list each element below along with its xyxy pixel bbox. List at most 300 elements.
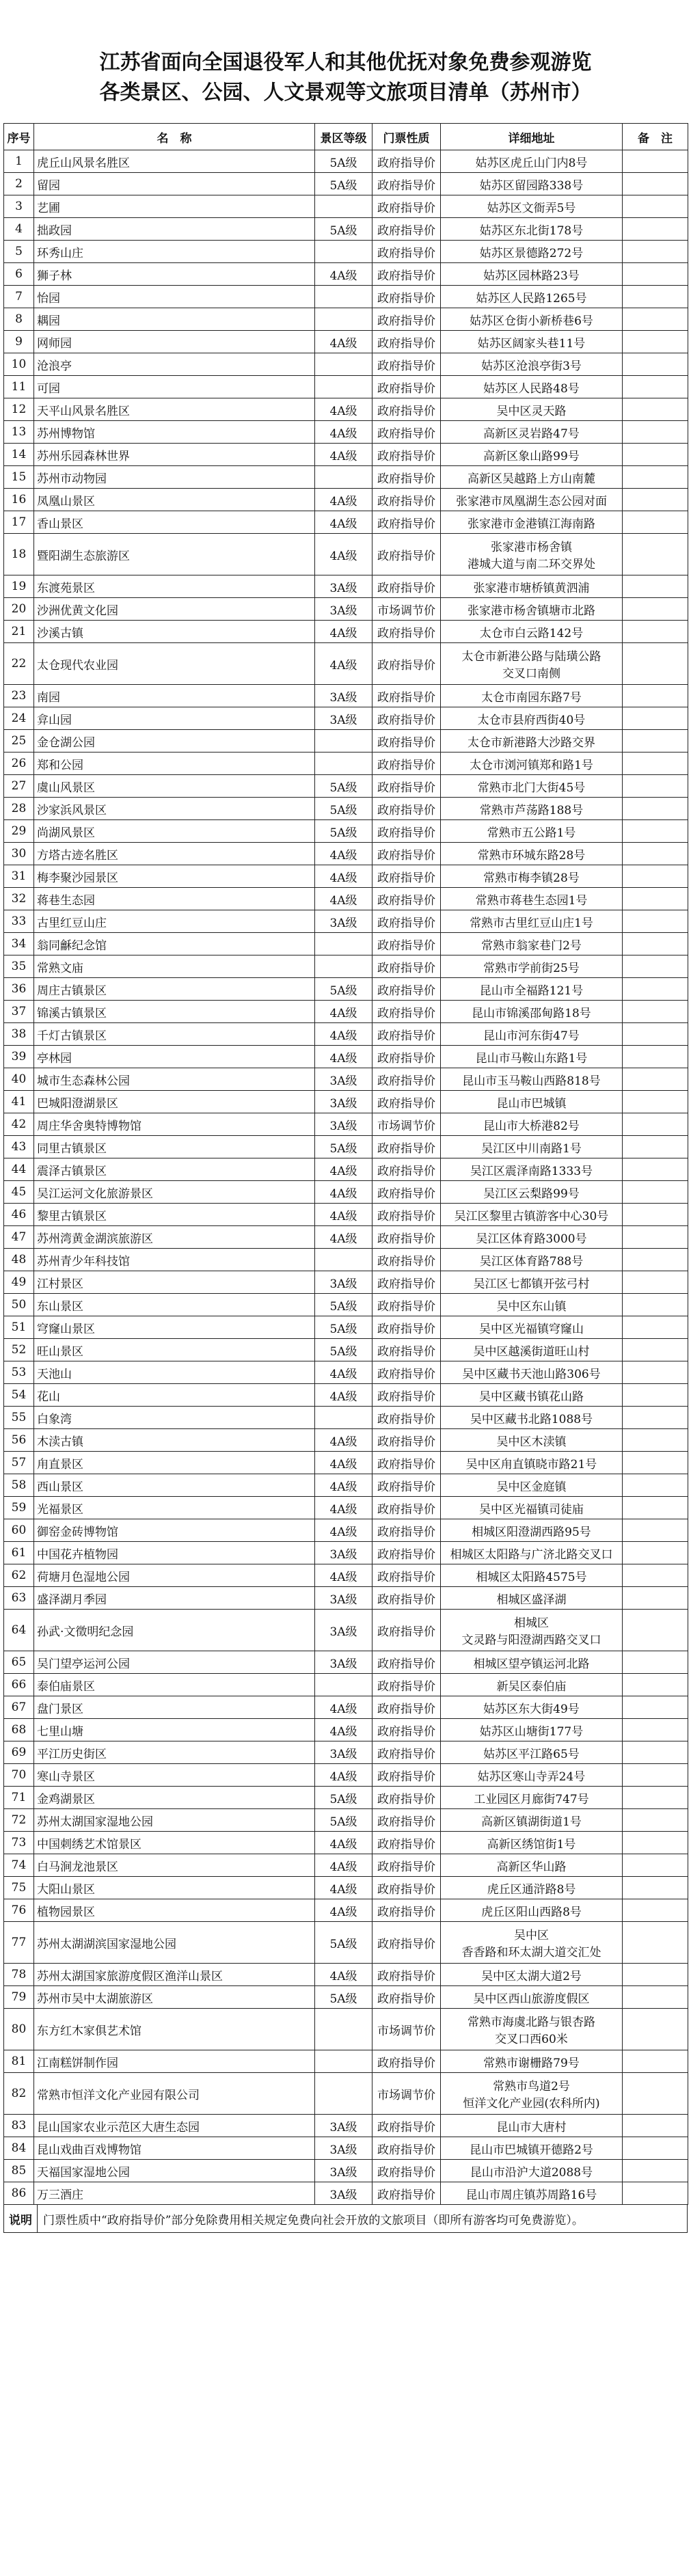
row-ticket: 政府指导价 <box>372 1564 441 1587</box>
row-remark <box>623 1294 688 1316</box>
table-row <box>4 308 688 331</box>
row-address: 姑苏区平江路65号 <box>441 1741 623 1764</box>
row-address: 太仓市浏河镇郑和路1号 <box>441 753 623 775</box>
row-index: 77 <box>4 1922 34 1964</box>
row-remark <box>623 1429 688 1452</box>
row-index: 21 <box>4 621 34 643</box>
row-ticket: 政府指导价 <box>372 1964 441 1986</box>
table-row <box>4 2115 688 2137</box>
row-name: 泰伯庙景区 <box>34 1674 315 1696</box>
row-address: 吴中区灵天路 <box>441 398 623 421</box>
row-level: 4A级 <box>315 1877 372 1899</box>
row-remark <box>623 2182 688 2205</box>
row-address: 吴中区金庭镇 <box>441 1474 623 1497</box>
row-name: 江南糕饼制作园 <box>34 2050 315 2073</box>
row-index: 59 <box>4 1497 34 1519</box>
row-index: 41 <box>4 1091 34 1113</box>
row-remark <box>623 308 688 331</box>
row-index: 54 <box>4 1384 34 1407</box>
row-address: 吴中区藏书镇花山路 <box>441 1384 623 1407</box>
row-name: 沙溪古镇 <box>34 621 315 643</box>
row-remark <box>623 1832 688 1854</box>
row-address: 张家港市塘桥镇黄泗浦 <box>441 575 623 598</box>
row-level: 4A级 <box>315 1361 372 1384</box>
row-name: 西山景区 <box>34 1474 315 1497</box>
title-line-1: 江苏省面向全国退役军人和其他优抚对象免费参观游览 <box>99 51 592 74</box>
row-address: 姑苏区文衙弄5号 <box>441 195 623 218</box>
table-row <box>4 173 688 195</box>
row-ticket: 政府指导价 <box>372 1651 441 1674</box>
row-name: 苏州太湖国家湿地公园 <box>34 1809 315 1832</box>
row-remark <box>623 1023 688 1046</box>
row-address: 常熟市芦荡路188号 <box>441 798 623 820</box>
row-index: 86 <box>4 2182 34 2205</box>
table-row <box>4 1832 688 1854</box>
row-ticket: 政府指导价 <box>372 1809 441 1832</box>
row-name: 千灯古镇景区 <box>34 1023 315 1046</box>
row-ticket: 政府指导价 <box>372 1023 441 1046</box>
row-address: 相城区太阳路4575号 <box>441 1564 623 1587</box>
row-index: 23 <box>4 685 34 707</box>
row-index: 70 <box>4 1764 34 1787</box>
row-level <box>315 1674 372 1696</box>
table-row <box>4 1181 688 1204</box>
row-ticket: 政府指导价 <box>372 218 441 241</box>
row-name: 蒋巷生态园 <box>34 888 315 910</box>
row-address: 相城区阳澄湖西路95号 <box>441 1519 623 1542</box>
row-address: 姑苏区沧浪亭街3号 <box>441 353 623 376</box>
table-row <box>4 1922 688 1964</box>
row-remark <box>623 421 688 444</box>
row-ticket: 政府指导价 <box>372 1158 441 1181</box>
row-level: 5A级 <box>315 1294 372 1316</box>
row-name: 亭林园 <box>34 1046 315 1068</box>
table-row <box>4 444 688 466</box>
row-index: 68 <box>4 1719 34 1741</box>
row-name: 植物园景区 <box>34 1899 315 1922</box>
table-row <box>4 685 688 707</box>
table-row <box>4 1719 688 1741</box>
row-name: 东方红木家俱艺术馆 <box>34 2009 315 2050</box>
row-name: 周庄古镇景区 <box>34 978 315 1001</box>
row-index: 40 <box>4 1068 34 1091</box>
row-ticket: 政府指导价 <box>372 1452 441 1474</box>
row-index: 38 <box>4 1023 34 1046</box>
row-ticket: 政府指导价 <box>372 798 441 820</box>
row-name: 苏州湾黄金湖滨旅游区 <box>34 1226 315 1249</box>
row-index: 81 <box>4 2050 34 2073</box>
row-remark <box>623 978 688 1001</box>
table-row <box>4 1429 688 1452</box>
row-ticket: 政府指导价 <box>372 1001 441 1023</box>
row-level: 4A级 <box>315 1497 372 1519</box>
row-remark <box>623 1696 688 1719</box>
row-level: 5A级 <box>315 1136 372 1158</box>
row-index: 65 <box>4 1651 34 1674</box>
row-level: 5A级 <box>315 1339 372 1361</box>
attractions-table <box>3 123 688 2205</box>
row-address: 姑苏区留园路338号 <box>441 173 623 195</box>
row-name: 苏州青少年科技馆 <box>34 1249 315 1271</box>
row-ticket: 政府指导价 <box>372 1474 441 1497</box>
row-name: 留园 <box>34 173 315 195</box>
row-address: 昆山市河东街47号 <box>441 1023 623 1046</box>
row-ticket: 政府指导价 <box>372 1136 441 1158</box>
row-index: 34 <box>4 933 34 955</box>
row-index: 47 <box>4 1226 34 1249</box>
row-index: 25 <box>4 730 34 753</box>
note-row <box>3 2205 688 2233</box>
row-remark <box>623 621 688 643</box>
row-address: 太仓市新港公路与陆璜公路 交叉口南侧 <box>441 643 623 685</box>
row-index: 42 <box>4 1113 34 1136</box>
table-row <box>4 933 688 955</box>
row-remark <box>623 1519 688 1542</box>
table-row <box>4 263 688 286</box>
table-row <box>4 730 688 753</box>
table-row <box>4 1610 688 1651</box>
row-remark <box>623 598 688 621</box>
row-remark <box>623 933 688 955</box>
row-index: 49 <box>4 1271 34 1294</box>
row-remark <box>623 1986 688 2009</box>
row-address: 姑苏区人民路1265号 <box>441 286 623 308</box>
row-index: 75 <box>4 1877 34 1899</box>
row-address: 相城区太阳路与广济北路交叉口 <box>441 1542 623 1564</box>
row-remark <box>623 511 688 534</box>
row-address: 吴中区藏书天池山路306号 <box>441 1361 623 1384</box>
row-ticket: 政府指导价 <box>372 376 441 398</box>
row-ticket: 政府指导价 <box>372 1787 441 1809</box>
row-ticket: 政府指导价 <box>372 2137 441 2160</box>
row-remark <box>623 1249 688 1271</box>
row-remark <box>623 1361 688 1384</box>
row-name: 中国刺绣艺术馆景区 <box>34 1832 315 1854</box>
header-ticket: 门票性质 <box>372 124 441 150</box>
row-index: 56 <box>4 1429 34 1452</box>
row-index: 13 <box>4 421 34 444</box>
row-level <box>315 308 372 331</box>
row-level: 4A级 <box>315 888 372 910</box>
row-index: 58 <box>4 1474 34 1497</box>
row-ticket: 政府指导价 <box>372 1854 441 1877</box>
row-address: 吴中区越溪街道旺山村 <box>441 1339 623 1361</box>
row-index: 74 <box>4 1854 34 1877</box>
row-remark <box>623 195 688 218</box>
row-name: 平江历史街区 <box>34 1741 315 1764</box>
row-level: 4A级 <box>315 1046 372 1068</box>
row-level <box>315 353 372 376</box>
row-level: 3A级 <box>315 1741 372 1764</box>
row-name: 白马涧龙池景区 <box>34 1854 315 1877</box>
row-ticket: 政府指导价 <box>372 195 441 218</box>
row-address: 吴中区光福镇穹窿山 <box>441 1316 623 1339</box>
row-index: 66 <box>4 1674 34 1696</box>
row-name: 江村景区 <box>34 1271 315 1294</box>
row-remark <box>623 1226 688 1249</box>
row-ticket: 政府指导价 <box>372 1091 441 1113</box>
row-index: 5 <box>4 241 34 263</box>
row-name: 甪直景区 <box>34 1452 315 1474</box>
row-address: 张家港市杨舍镇 港城大道与南二环交界处 <box>441 534 623 575</box>
row-address: 昆山市大唐村 <box>441 2115 623 2137</box>
row-name: 尚湖风景区 <box>34 820 315 843</box>
row-level: 5A级 <box>315 173 372 195</box>
row-name: 耦园 <box>34 308 315 331</box>
row-remark <box>623 1787 688 1809</box>
row-name: 御窑金砖博物馆 <box>34 1519 315 1542</box>
row-address: 昆山市全福路121号 <box>441 978 623 1001</box>
row-level: 5A级 <box>315 1809 372 1832</box>
row-level: 4A级 <box>315 1452 372 1474</box>
row-address: 高新区镇湖街道1号 <box>441 1809 623 1832</box>
table-row <box>4 1564 688 1587</box>
row-ticket: 政府指导价 <box>372 2160 441 2182</box>
row-ticket: 政府指导价 <box>372 1832 441 1854</box>
row-level: 4A级 <box>315 1429 372 1452</box>
row-remark <box>623 150 688 173</box>
row-remark <box>623 1001 688 1023</box>
row-name: 旺山景区 <box>34 1339 315 1361</box>
row-ticket: 政府指导价 <box>372 1181 441 1204</box>
row-index: 4 <box>4 218 34 241</box>
row-index: 50 <box>4 1294 34 1316</box>
table-row <box>4 775 688 798</box>
row-remark <box>623 263 688 286</box>
row-ticket: 政府指导价 <box>372 888 441 910</box>
table-row <box>4 398 688 421</box>
row-level: 5A级 <box>315 1316 372 1339</box>
row-index: 61 <box>4 1542 34 1564</box>
row-name: 花山 <box>34 1384 315 1407</box>
row-ticket: 政府指导价 <box>372 1764 441 1787</box>
row-address: 昆山市沿沪大道2088号 <box>441 2160 623 2182</box>
table-row <box>4 376 688 398</box>
row-index: 18 <box>4 534 34 575</box>
row-address: 新吴区泰伯庙 <box>441 1674 623 1696</box>
row-level: 4A级 <box>315 1384 372 1407</box>
row-address: 太仓市县府西街40号 <box>441 707 623 730</box>
row-index: 62 <box>4 1564 34 1587</box>
table-row <box>4 1809 688 1832</box>
row-level: 5A级 <box>315 1922 372 1964</box>
row-address: 昆山市周庄镇苏周路16号 <box>441 2182 623 2205</box>
row-remark <box>623 843 688 865</box>
row-level: 4A级 <box>315 1719 372 1741</box>
row-ticket: 政府指导价 <box>372 331 441 353</box>
row-ticket: 政府指导价 <box>372 2115 441 2137</box>
table-row <box>4 1001 688 1023</box>
row-name: 翁同龢纪念馆 <box>34 933 315 955</box>
table-row <box>4 1452 688 1474</box>
table-row <box>4 1741 688 1764</box>
table-row <box>4 707 688 730</box>
row-address: 姑苏区虎丘山门内8号 <box>441 150 623 173</box>
row-level: 5A级 <box>315 820 372 843</box>
header-address: 详细地址 <box>441 124 623 150</box>
row-index: 43 <box>4 1136 34 1158</box>
row-address: 姑苏区仓街小新桥巷6号 <box>441 308 623 331</box>
table-row <box>4 1542 688 1564</box>
row-index: 51 <box>4 1316 34 1339</box>
row-level: 4A级 <box>315 1474 372 1497</box>
row-level: 4A级 <box>315 534 372 575</box>
row-level <box>315 933 372 955</box>
row-name: 虞山风景区 <box>34 775 315 798</box>
table-row <box>4 2160 688 2182</box>
table-row <box>4 511 688 534</box>
table-row <box>4 1204 688 1226</box>
row-remark <box>623 2115 688 2137</box>
table-row <box>4 489 688 511</box>
row-name: 寒山寺景区 <box>34 1764 315 1787</box>
row-name: 天福国家湿地公园 <box>34 2160 315 2182</box>
row-address: 吴中区藏书北路1088号 <box>441 1407 623 1429</box>
row-remark <box>623 1741 688 1764</box>
title-line-2: 各类景区、公园、人文景观等文旅项目清单（苏州市） <box>99 81 592 105</box>
note-text: 门票性质中“政府指导价”部分免除费用相关规定免费向社会开放的文旅项目（即所有游客均可免费游览）。 <box>43 2213 584 2227</box>
row-level: 4A级 <box>315 263 372 286</box>
row-level <box>315 955 372 978</box>
row-index: 39 <box>4 1046 34 1068</box>
row-address: 吴中区太湖大道2号 <box>441 1964 623 1986</box>
row-ticket: 政府指导价 <box>372 1339 441 1361</box>
table-row <box>4 1271 688 1294</box>
row-remark <box>623 730 688 753</box>
row-ticket: 政府指导价 <box>372 933 441 955</box>
table-row <box>4 241 688 263</box>
table-row <box>4 575 688 598</box>
row-level: 4A级 <box>315 331 372 353</box>
row-ticket: 政府指导价 <box>372 621 441 643</box>
row-index: 35 <box>4 955 34 978</box>
row-name: 苏州乐园森林世界 <box>34 444 315 466</box>
row-name: 荷塘月色湿地公园 <box>34 1564 315 1587</box>
row-address: 虎丘区阳山西路8号 <box>441 1899 623 1922</box>
row-remark <box>623 2050 688 2073</box>
table-row <box>4 1877 688 1899</box>
row-index: 19 <box>4 575 34 598</box>
row-address: 吴江区体育路788号 <box>441 1249 623 1271</box>
row-level <box>315 376 372 398</box>
row-name: 盛泽湖月季园 <box>34 1587 315 1610</box>
row-level: 5A级 <box>315 978 372 1001</box>
row-name: 沧浪亭 <box>34 353 315 376</box>
page-title <box>0 0 691 123</box>
row-ticket: 市场调节价 <box>372 598 441 621</box>
row-address: 姑苏区山塘街177号 <box>441 1719 623 1741</box>
row-remark <box>623 444 688 466</box>
row-address: 吴中区东山镇 <box>441 1294 623 1316</box>
table-row <box>4 1587 688 1610</box>
row-remark <box>623 955 688 978</box>
row-address: 昆山市锦溪邵甸路18号 <box>441 1001 623 1023</box>
row-name: 中国花卉植物园 <box>34 1542 315 1564</box>
row-remark <box>623 489 688 511</box>
row-level: 4A级 <box>315 865 372 888</box>
row-level: 3A级 <box>315 575 372 598</box>
table-row <box>4 2050 688 2073</box>
row-level <box>315 1249 372 1271</box>
row-index: 63 <box>4 1587 34 1610</box>
row-name: 万三酒庄 <box>34 2182 315 2205</box>
row-ticket: 政府指导价 <box>372 466 441 489</box>
row-address: 姑苏区园林路23号 <box>441 263 623 286</box>
row-name: 震泽古镇景区 <box>34 1158 315 1181</box>
row-index: 52 <box>4 1339 34 1361</box>
row-address: 常熟市鸟道2号 恒洋文化产业园(农科所内) <box>441 2073 623 2115</box>
row-address: 昆山市大桥港82号 <box>441 1113 623 1136</box>
table-row <box>4 1091 688 1113</box>
row-index: 32 <box>4 888 34 910</box>
table-row <box>4 1136 688 1158</box>
row-address: 吴江区七都镇开弦弓村 <box>441 1271 623 1294</box>
row-level: 5A级 <box>315 1787 372 1809</box>
table-row <box>4 865 688 888</box>
table-row <box>4 888 688 910</box>
row-name: 艺圃 <box>34 195 315 218</box>
row-remark <box>623 1899 688 1922</box>
row-ticket: 政府指导价 <box>372 489 441 511</box>
row-name: 方塔古迹名胜区 <box>34 843 315 865</box>
row-remark <box>623 1068 688 1091</box>
row-remark <box>623 1316 688 1339</box>
row-address: 姑苏区寒山寺弄24号 <box>441 1764 623 1787</box>
row-remark <box>623 1674 688 1696</box>
row-level: 4A级 <box>315 1001 372 1023</box>
row-name: 昆山国家农业示范区大唐生态园 <box>34 2115 315 2137</box>
row-remark <box>623 1204 688 1226</box>
row-level: 4A级 <box>315 489 372 511</box>
row-level: 3A级 <box>315 1271 372 1294</box>
row-level <box>315 195 372 218</box>
row-remark <box>623 331 688 353</box>
row-address: 张家港市金港镇江海南路 <box>441 511 623 534</box>
row-ticket: 政府指导价 <box>372 1986 441 2009</box>
table-row <box>4 1854 688 1877</box>
row-level: 5A级 <box>315 150 372 173</box>
row-ticket: 政府指导价 <box>372 775 441 798</box>
row-level: 4A级 <box>315 511 372 534</box>
row-level <box>315 2009 372 2050</box>
table-row <box>4 1986 688 2009</box>
row-name: 天池山 <box>34 1361 315 1384</box>
row-index: 12 <box>4 398 34 421</box>
row-level: 4A级 <box>315 1696 372 1719</box>
row-ticket: 政府指导价 <box>372 534 441 575</box>
row-ticket: 政府指导价 <box>372 1519 441 1542</box>
row-name: 沙家浜风景区 <box>34 798 315 820</box>
row-address: 吴中区光福镇司徒庙 <box>441 1497 623 1519</box>
row-address: 昆山市玉马鞍山西路818号 <box>441 1068 623 1091</box>
row-ticket: 政府指导价 <box>372 444 441 466</box>
row-ticket: 政府指导价 <box>372 308 441 331</box>
row-ticket: 市场调节价 <box>372 2009 441 2050</box>
row-index: 57 <box>4 1452 34 1474</box>
row-name: 苏州博物馆 <box>34 421 315 444</box>
row-address: 高新区华山路 <box>441 1854 623 1877</box>
table-row <box>4 2182 688 2205</box>
row-address: 高新区吴越路上方山南麓 <box>441 466 623 489</box>
table-row <box>4 621 688 643</box>
row-remark <box>623 2160 688 2182</box>
row-index: 26 <box>4 753 34 775</box>
row-level <box>315 466 372 489</box>
table-row <box>4 1519 688 1542</box>
header-name: 名 称 <box>34 124 315 150</box>
row-index: 46 <box>4 1204 34 1226</box>
row-level: 3A级 <box>315 2160 372 2182</box>
